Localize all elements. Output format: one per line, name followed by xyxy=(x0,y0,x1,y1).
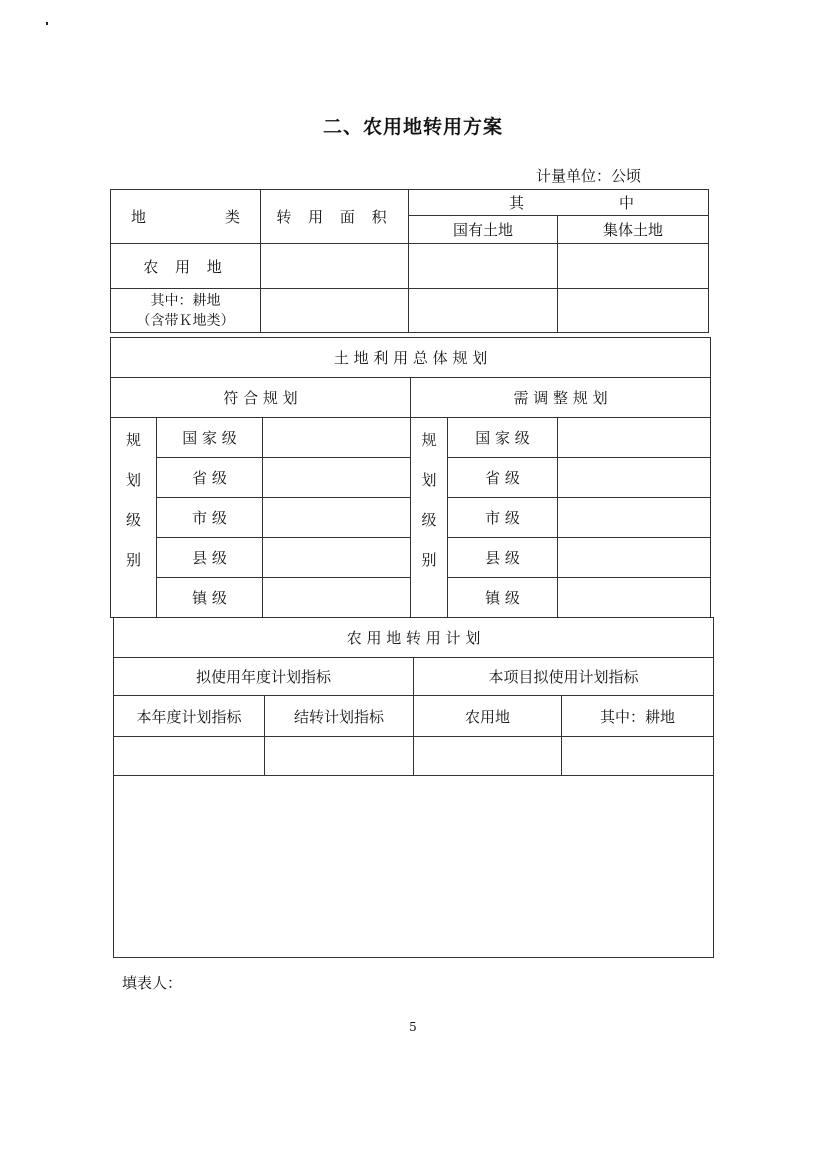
comply-value-province[interactable] xyxy=(263,458,411,498)
row-farmland-label: 农 用 地 xyxy=(111,244,261,289)
comply-value-county[interactable] xyxy=(263,538,411,578)
cell-farmland-collective[interactable] xyxy=(558,244,709,289)
cell-project-farmland[interactable] xyxy=(414,737,562,776)
form-filler-label: 填表人： xyxy=(122,974,183,992)
adjust-value-county[interactable] xyxy=(558,538,711,578)
cell-carryover-quota[interactable] xyxy=(265,737,414,776)
col-project-farmland: 农用地 xyxy=(414,696,562,737)
comply-level-county: 县 级 xyxy=(157,538,263,578)
comply-value-city[interactable] xyxy=(263,498,411,538)
header-collective-land: 集体土地 xyxy=(558,216,709,244)
comply-vertical-label: 规 划 级 别 xyxy=(111,418,157,618)
cell-project-cultivated[interactable] xyxy=(562,737,714,776)
adjust-level-town: 镇 级 xyxy=(448,578,558,618)
conversion-plan-table xyxy=(113,617,714,958)
page-number: 5 xyxy=(409,1020,417,1034)
row-cultivated-label xyxy=(111,289,261,333)
adjust-level-national: 国 家 级 xyxy=(448,418,558,458)
col-project-cultivated: 其中：耕地 xyxy=(562,696,714,737)
header-conversion-area: 转 用 面 积 xyxy=(261,190,409,244)
scan-speck xyxy=(46,22,48,25)
cell-cultivated-area[interactable] xyxy=(261,289,409,333)
header-land-type xyxy=(111,190,261,244)
comply-level-province: 省 级 xyxy=(157,458,263,498)
comply-level-city: 市 级 xyxy=(157,498,263,538)
header-of-which-left: 其 xyxy=(509,194,525,212)
unit-label: 计量单位：公顷 xyxy=(536,167,642,185)
adjust-level-province: 省 级 xyxy=(448,458,558,498)
adjust-level-city: 市 级 xyxy=(448,498,558,538)
cell-this-year-quota[interactable] xyxy=(114,737,265,776)
adjust-value-city[interactable] xyxy=(558,498,711,538)
header-of-which-right: 中 xyxy=(618,194,634,212)
adjust-value-town[interactable] xyxy=(558,578,711,618)
notes-area[interactable] xyxy=(114,776,714,958)
adjust-plan-header: 需 调 整 规 划 xyxy=(411,378,711,418)
land-use-plan-table xyxy=(110,337,711,618)
header-state-land: 国有土地 xyxy=(409,216,558,244)
header-of-which xyxy=(409,190,709,216)
adjust-value-province[interactable] xyxy=(558,458,711,498)
col-this-year-quota: 本年度计划指标 xyxy=(114,696,265,737)
cell-cultivated-collective[interactable] xyxy=(558,289,709,333)
header-land-type-right: 类 xyxy=(224,208,240,226)
annual-plan-header: 拟使用年度计划指标 xyxy=(114,658,414,696)
cell-cultivated-state[interactable] xyxy=(409,289,558,333)
page-title: 二、农用地转用方案 xyxy=(322,116,503,138)
col-carryover-quota: 结转计划指标 xyxy=(265,696,414,737)
adjust-vertical-label: 规 划 级 别 xyxy=(411,418,448,618)
row-cultivated-line2: （含带Ｋ地类） xyxy=(136,312,235,329)
land-type-table xyxy=(110,189,709,333)
comply-level-town: 镇 级 xyxy=(157,578,263,618)
header-land-type-left: 地 xyxy=(131,208,147,226)
comply-value-national[interactable] xyxy=(263,418,411,458)
cell-farmland-area[interactable] xyxy=(261,244,409,289)
cell-farmland-state[interactable] xyxy=(409,244,558,289)
comply-plan-header: 符 合 规 划 xyxy=(111,378,411,418)
plan-section-title: 土 地 利 用 总 体 规 划 xyxy=(111,338,711,378)
adjust-level-county: 县 级 xyxy=(448,538,558,578)
comply-level-national: 国 家 级 xyxy=(157,418,263,458)
row-cultivated-line1: 其中：耕地 xyxy=(150,292,221,309)
adjust-value-national[interactable] xyxy=(558,418,711,458)
project-plan-header: 本项目拟使用计划指标 xyxy=(414,658,714,696)
conversion-section-title: 农 用 地 转 用 计 划 xyxy=(114,618,714,658)
comply-value-town[interactable] xyxy=(263,578,411,618)
